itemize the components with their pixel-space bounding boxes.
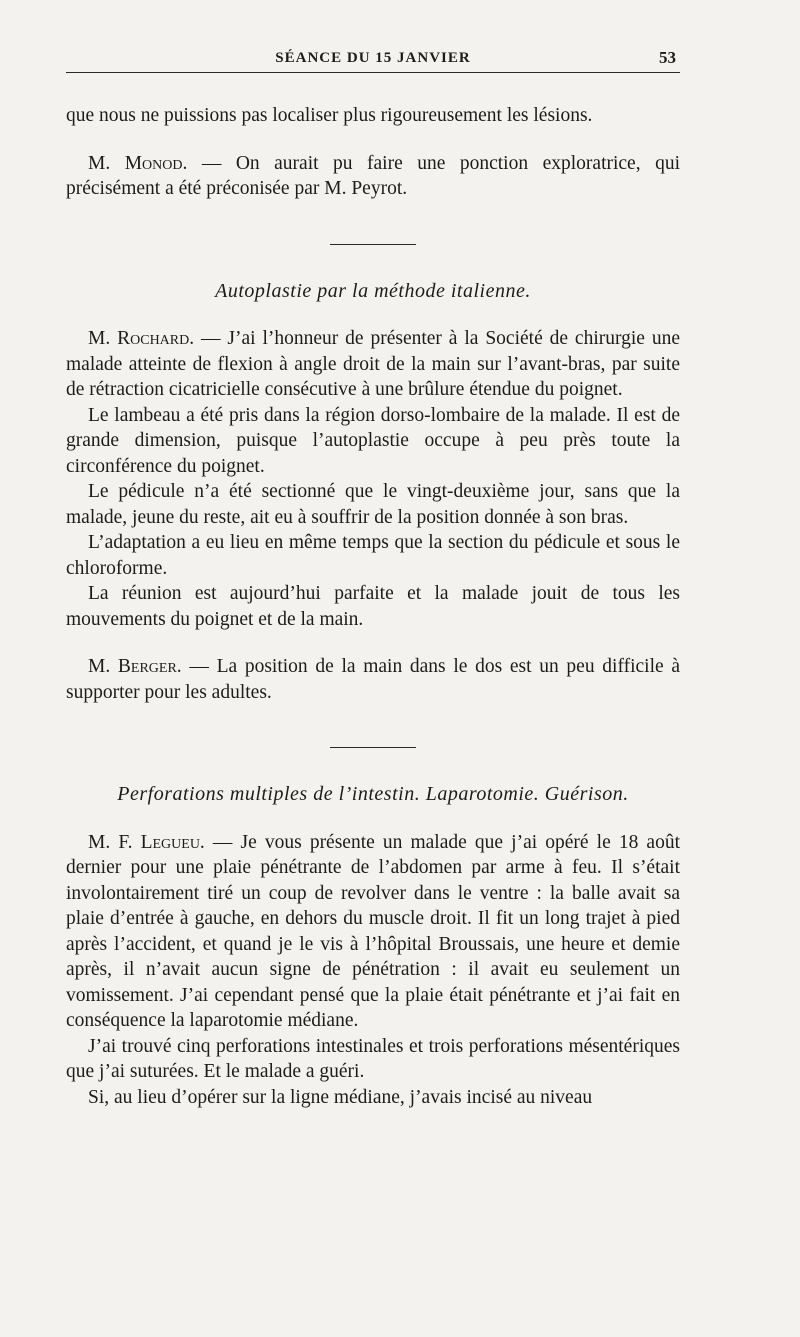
- paragraph: Le pédicule n’a été sectionné que le vingt-deuxième jour, sans que la malade, jeune du reste, ait eu à souffrir de la position donnée à son bras.: [66, 481, 680, 528]
- speech-rochard: [66, 326, 680, 403]
- paragraph: L’adaptation a eu lieu en même temps que la section du pédicule et sous le chloroforme.: [66, 532, 680, 579]
- paragraph: Si, au lieu d’opérer sur la ligne médiane, j’avais incisé au niveau: [88, 1086, 593, 1108]
- paragraph: La réunion est aujourd’hui parfaite et la malade jouit de tous les mouvements du poignet et de la main.: [66, 583, 680, 630]
- section-divider: [330, 244, 416, 245]
- speech-text: — La position de la main dans le dos est un peu difficile à supporter pour les adultes.: [66, 656, 680, 703]
- speaker-name: M. Berger.: [88, 656, 182, 677]
- section-title: Perforations multiples de l’intestin. Laparotomie. Guérison.: [117, 783, 629, 805]
- speech-monod: [66, 151, 680, 202]
- speaker-name: M. F. Legueu.: [88, 831, 205, 853]
- page-number: 53: [659, 48, 676, 67]
- speaker-name: M. Monod.: [88, 152, 188, 174]
- speech-text: — J’ai l’honneur de présenter à la Société de chirurgie une malade atteinte de flexion à angle droit de la main sur l’avant-bras, par suite de rétraction cicatricielle consécutive à une brûlure étendue du poignet.: [66, 328, 680, 400]
- speech-text: — On aurait pu faire une ponction exploratrice, qui précisément a été préconisée par M. Peyrot.: [66, 152, 680, 199]
- paragraph-continuation: que nous ne puissions pas localiser plus rigoureusement les lésions.: [66, 105, 593, 126]
- paragraph: Le lambeau a été pris dans la région dorso-lombaire de la malade. Il est de grande dimension, puisque l’autoplastie occupe à peu près toute la circonférence du poignet.: [66, 404, 680, 477]
- speech-berger: [66, 654, 680, 705]
- running-head: [66, 44, 680, 73]
- speaker-name: M. Rochard.: [88, 328, 195, 349]
- section-title: Autoplastie par la méthode italienne.: [215, 279, 531, 302]
- speech-text: — Je vous présente un malade que j’ai opéré le 18 août dernier pour une plaie pénétrante de l’abdomen par arme à feu. Il s’était involontairement tiré un coup de revolver dans le ventre : la balle avait sa plaie d’entrée à gauche, en dehors du muscle droit. Il fit un long trajet à pied après l’accident, et quand je le vis à l’hôpital Broussais, une heure et demie après, il n’avait aucun signe de pénétration : il avait eu seulement un vomissement. J’ai cependant pensé que la plaie était pénétrante et j’ai fait en conséquence la laparotomie médiane.: [66, 831, 681, 1031]
- section-divider: [330, 747, 416, 748]
- running-title: SÉANCE DU 15 JANVIER: [275, 50, 471, 66]
- speech-legueu: [66, 830, 680, 1034]
- book-page: [66, 44, 680, 1304]
- page-body: [66, 103, 680, 1110]
- paragraph: J’ai trouvé cinq perforations intestinales et trois perforations mésentériques que j’ai suturées. Et le malade a guéri.: [66, 1035, 680, 1082]
